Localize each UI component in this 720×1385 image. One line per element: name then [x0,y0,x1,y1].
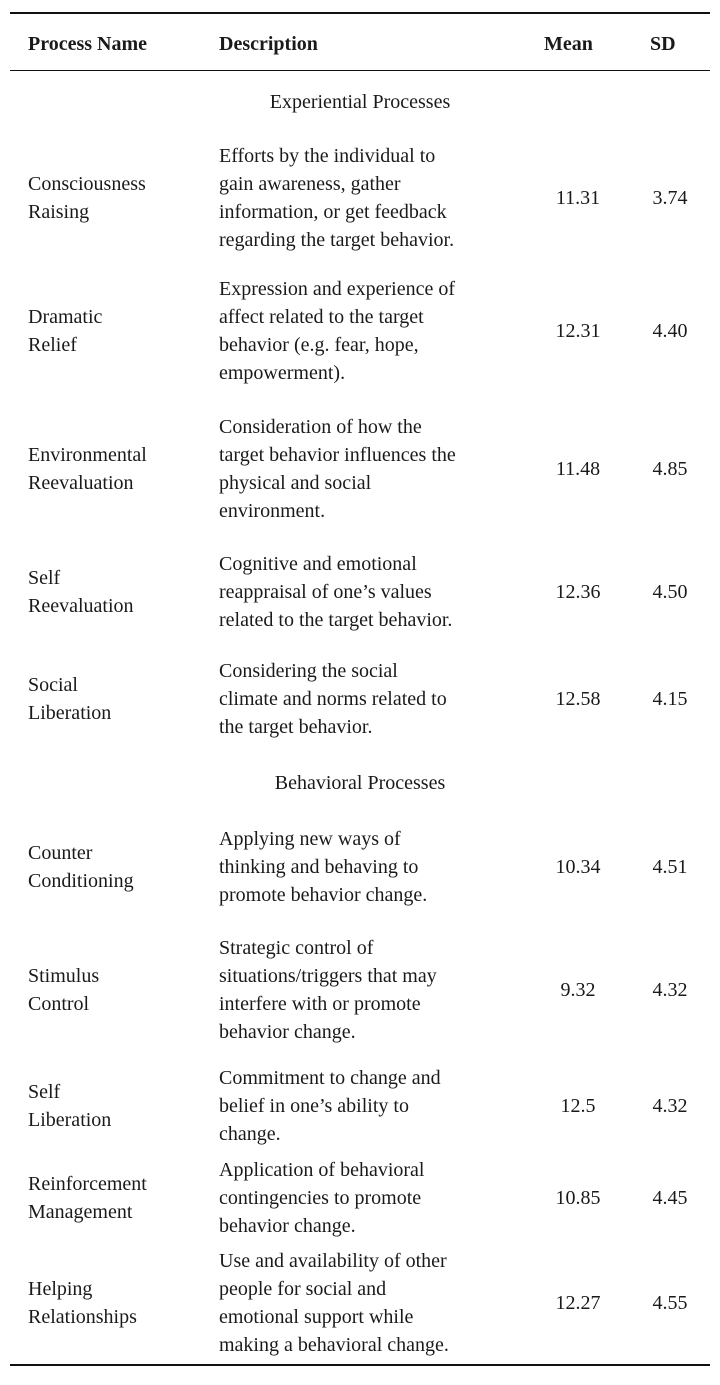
table-row [0,411,720,527]
process-sd: 4.55 [652,1292,688,1314]
process-name: Social Liberation [28,674,112,724]
process-name: Helping Relationships [28,1278,137,1328]
process-mean: 9.32 [560,979,596,1001]
section-title: Behavioral Processes [274,772,446,794]
process-mean: 12.27 [555,1292,601,1314]
table-row [0,823,720,911]
process-mean: 10.85 [555,1187,601,1209]
process-description: Efforts by the individual to gain awareness, gather information, or get feedback regarding the target behavior. [219,145,455,251]
table-header-rule [10,70,710,71]
table-row [0,1245,720,1361]
process-name: Counter Conditioning [28,842,134,892]
process-name: Self Liberation [28,1081,112,1131]
header-description: Description [219,33,318,55]
process-mean: 11.48 [555,458,601,480]
process-mean: 12.31 [555,320,601,342]
process-description: Considering the social climate and norms related to the target behavior. [219,660,447,738]
table-row [0,140,720,256]
table-row [0,273,720,389]
process-description: Use and availability of other people for social and emotional support while making a behavioral change. [219,1250,449,1356]
process-description: Applying new ways of thinking and behaving to promote behavior change. [219,828,428,906]
table-top-rule [10,12,710,14]
process-sd: 4.40 [652,320,688,342]
process-name: Stimulus Control [28,965,100,1015]
process-sd: 4.45 [652,1187,688,1209]
header-sd: SD [650,33,676,55]
process-description: Cognitive and emotional reappraisal of one’s values related to the target behavior. [219,553,453,631]
process-description: Commitment to change and belief in one’s ability to change. [219,1067,441,1145]
process-description: Application of behavioral contingencies to promote behavior change. [219,1159,425,1237]
process-sd: 3.74 [652,187,688,209]
process-sd: 4.50 [652,581,688,603]
process-name: Reinforcement Management [28,1173,147,1223]
process-sd: 4.32 [652,1095,688,1117]
process-description: Expression and experience of affect related to the target behavior (e.g. fear, hope, empowerment). [219,278,456,384]
process-name: Dramatic Relief [28,306,103,356]
section-title: Experiential Processes [269,91,451,113]
table-row [0,655,720,743]
table-row [0,548,720,636]
table-row [0,1154,720,1242]
process-name: Environmental Reevaluation [28,444,147,494]
process-mean: 10.34 [555,856,601,878]
process-mean: 12.58 [555,688,601,710]
table-row [0,932,720,1048]
process-description: Strategic control of situations/triggers that may interfere with or promote behavior change. [219,937,437,1043]
header-mean: Mean [544,33,593,55]
process-sd: 4.51 [652,856,688,878]
process-sd: 4.85 [652,458,688,480]
header-process-name: Process Name [28,33,148,55]
table-row [0,1062,720,1150]
process-sd: 4.32 [652,979,688,1001]
process-mean: 11.31 [555,187,601,209]
table-bottom-rule [10,1364,710,1366]
process-mean: 12.36 [555,581,601,603]
process-mean: 12.5 [560,1095,596,1117]
process-description: Consideration of how the target behavior influences the physical and social environment. [219,416,456,522]
process-name: Self Reevaluation [28,567,134,617]
process-sd: 4.15 [652,688,688,710]
process-name: Consciousness Raising [28,173,146,223]
